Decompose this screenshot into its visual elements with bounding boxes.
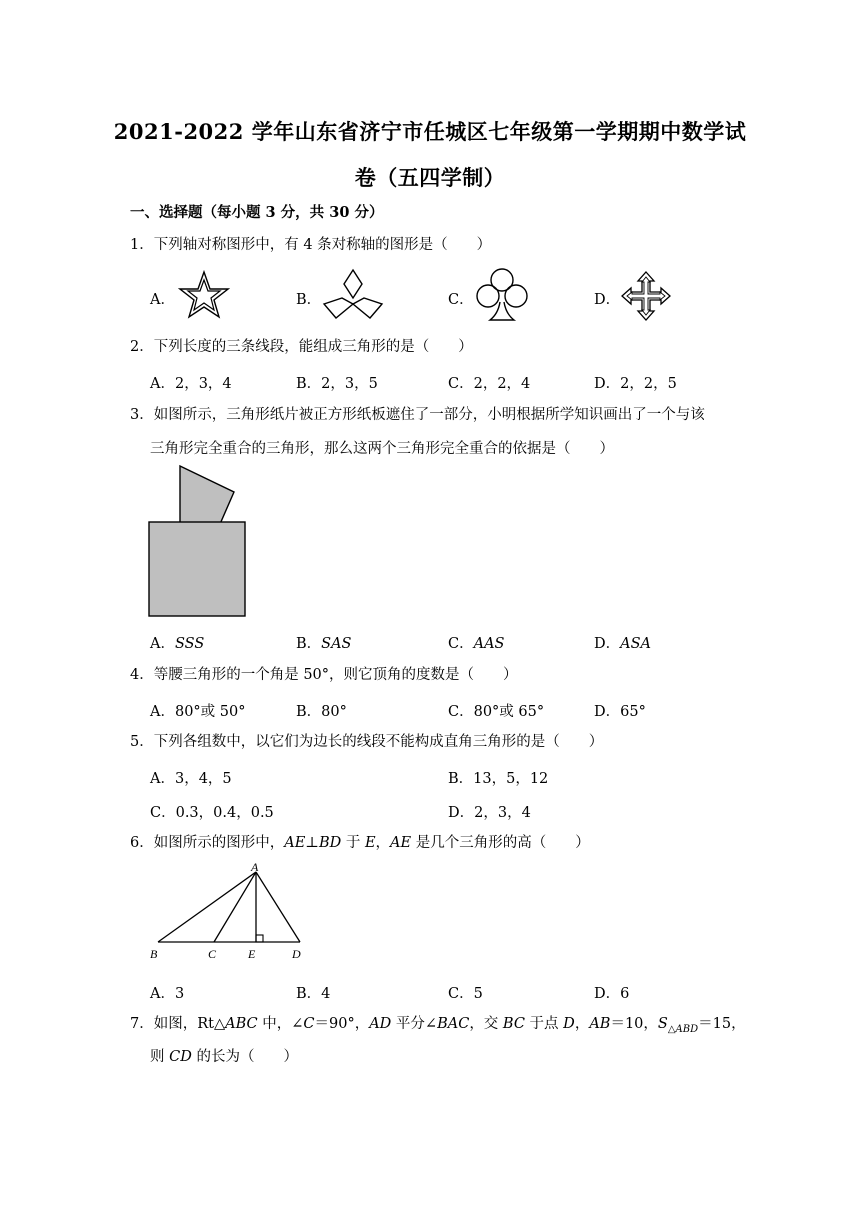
q6-option-b: B．4	[296, 986, 331, 1002]
q6-option-d: D．6	[594, 986, 630, 1002]
q3-option-b: B．SAS	[296, 636, 352, 652]
q7-stem-line2: 则 CD 的长为（ ）	[150, 1049, 298, 1065]
vertex-label-c: C	[208, 947, 217, 961]
q4-option-c: C．80°或 65°	[448, 704, 545, 720]
q2-option-b: B．2，3，5	[296, 376, 378, 392]
q4-option-d: D．65°	[594, 704, 646, 720]
club-icon	[474, 266, 530, 324]
exam-title-line2: 卷（五四学制）	[354, 165, 506, 190]
q7-stem-line1: 7．如图，Rt△ABC 中，∠C＝90°，AD 平分∠BAC，交 BC 于点 D，AB＝10，$S_{\triangle ABD}=15$，	[130, 1016, 746, 1035]
vertex-label-d: D	[292, 947, 301, 961]
q5-option-c: C．0.3，0.4，0.5	[150, 805, 274, 821]
exam-title-line1: 2021-2022 学年山东省济宁市任城区七年级第一学期期中数学试	[113, 119, 747, 144]
q3-figure	[146, 462, 250, 622]
three-diamonds-icon	[322, 268, 384, 322]
q1-option-b: B．	[296, 292, 322, 308]
section-heading: 一、选择题（每小题 3 分，共 30 分）	[130, 204, 384, 221]
q1-option-c: C．	[448, 292, 474, 308]
q5-stem: 5．下列各组数中，以它们为边长的线段不能构成直角三角形的是（ ）	[130, 734, 604, 750]
q3-option-d: D．ASA	[594, 636, 652, 652]
q1-stem: 1．下列轴对称图形中，有 4 条对称轴的图形是（ ）	[130, 237, 492, 253]
q6-option-c: C．5	[448, 986, 483, 1002]
q4-stem: 4．等腰三角形的一个角是 50°，则它顶角的度数是（ ）	[130, 667, 518, 683]
q6-triangle-figure	[144, 862, 314, 966]
q6-option-a: A．3	[150, 986, 185, 1002]
q3-stem-line2: 三角形完全重合的三角形，那么这两个三角形完全重合的依据是（ ）	[150, 441, 614, 457]
q2-stem: 2．下列长度的三条线段，能组成三角形的是（ ）	[130, 339, 473, 355]
q5-option-d: D．2，3，4	[448, 805, 531, 821]
q4-option-b: B．80°	[296, 704, 347, 720]
q5-option-b: B．13，5，12	[448, 771, 549, 787]
q1-option-a: A．	[150, 292, 175, 308]
q3-option-a: A．SSS	[150, 636, 205, 652]
vertex-label-e: E	[248, 947, 256, 961]
q4-option-a: A．80°或 50°	[150, 704, 246, 720]
q3-option-c: C．AAS	[448, 636, 505, 652]
vertex-label-b: B	[150, 947, 158, 961]
four-arrows-icon	[620, 270, 672, 322]
q6-stem: 6．如图所示的图形中，AE⊥BD 于 E，AE 是几个三角形的高（ ）	[130, 835, 590, 851]
vertex-label-a: A	[251, 862, 259, 874]
q5-option-a: A．3，4，5	[150, 771, 232, 787]
q2-option-d: D．2，2，5	[594, 376, 677, 392]
q2-option-c: C．2，2，4	[448, 376, 531, 392]
q1-option-d: D．	[594, 292, 621, 308]
star-icon	[178, 270, 230, 320]
q3-stem-line1: 3．如图所示，三角形纸片被正方形纸板遮住了一部分，小明根据所学知识画出了一个与该	[130, 407, 705, 423]
q2-option-a: A．2，3，4	[150, 376, 232, 392]
